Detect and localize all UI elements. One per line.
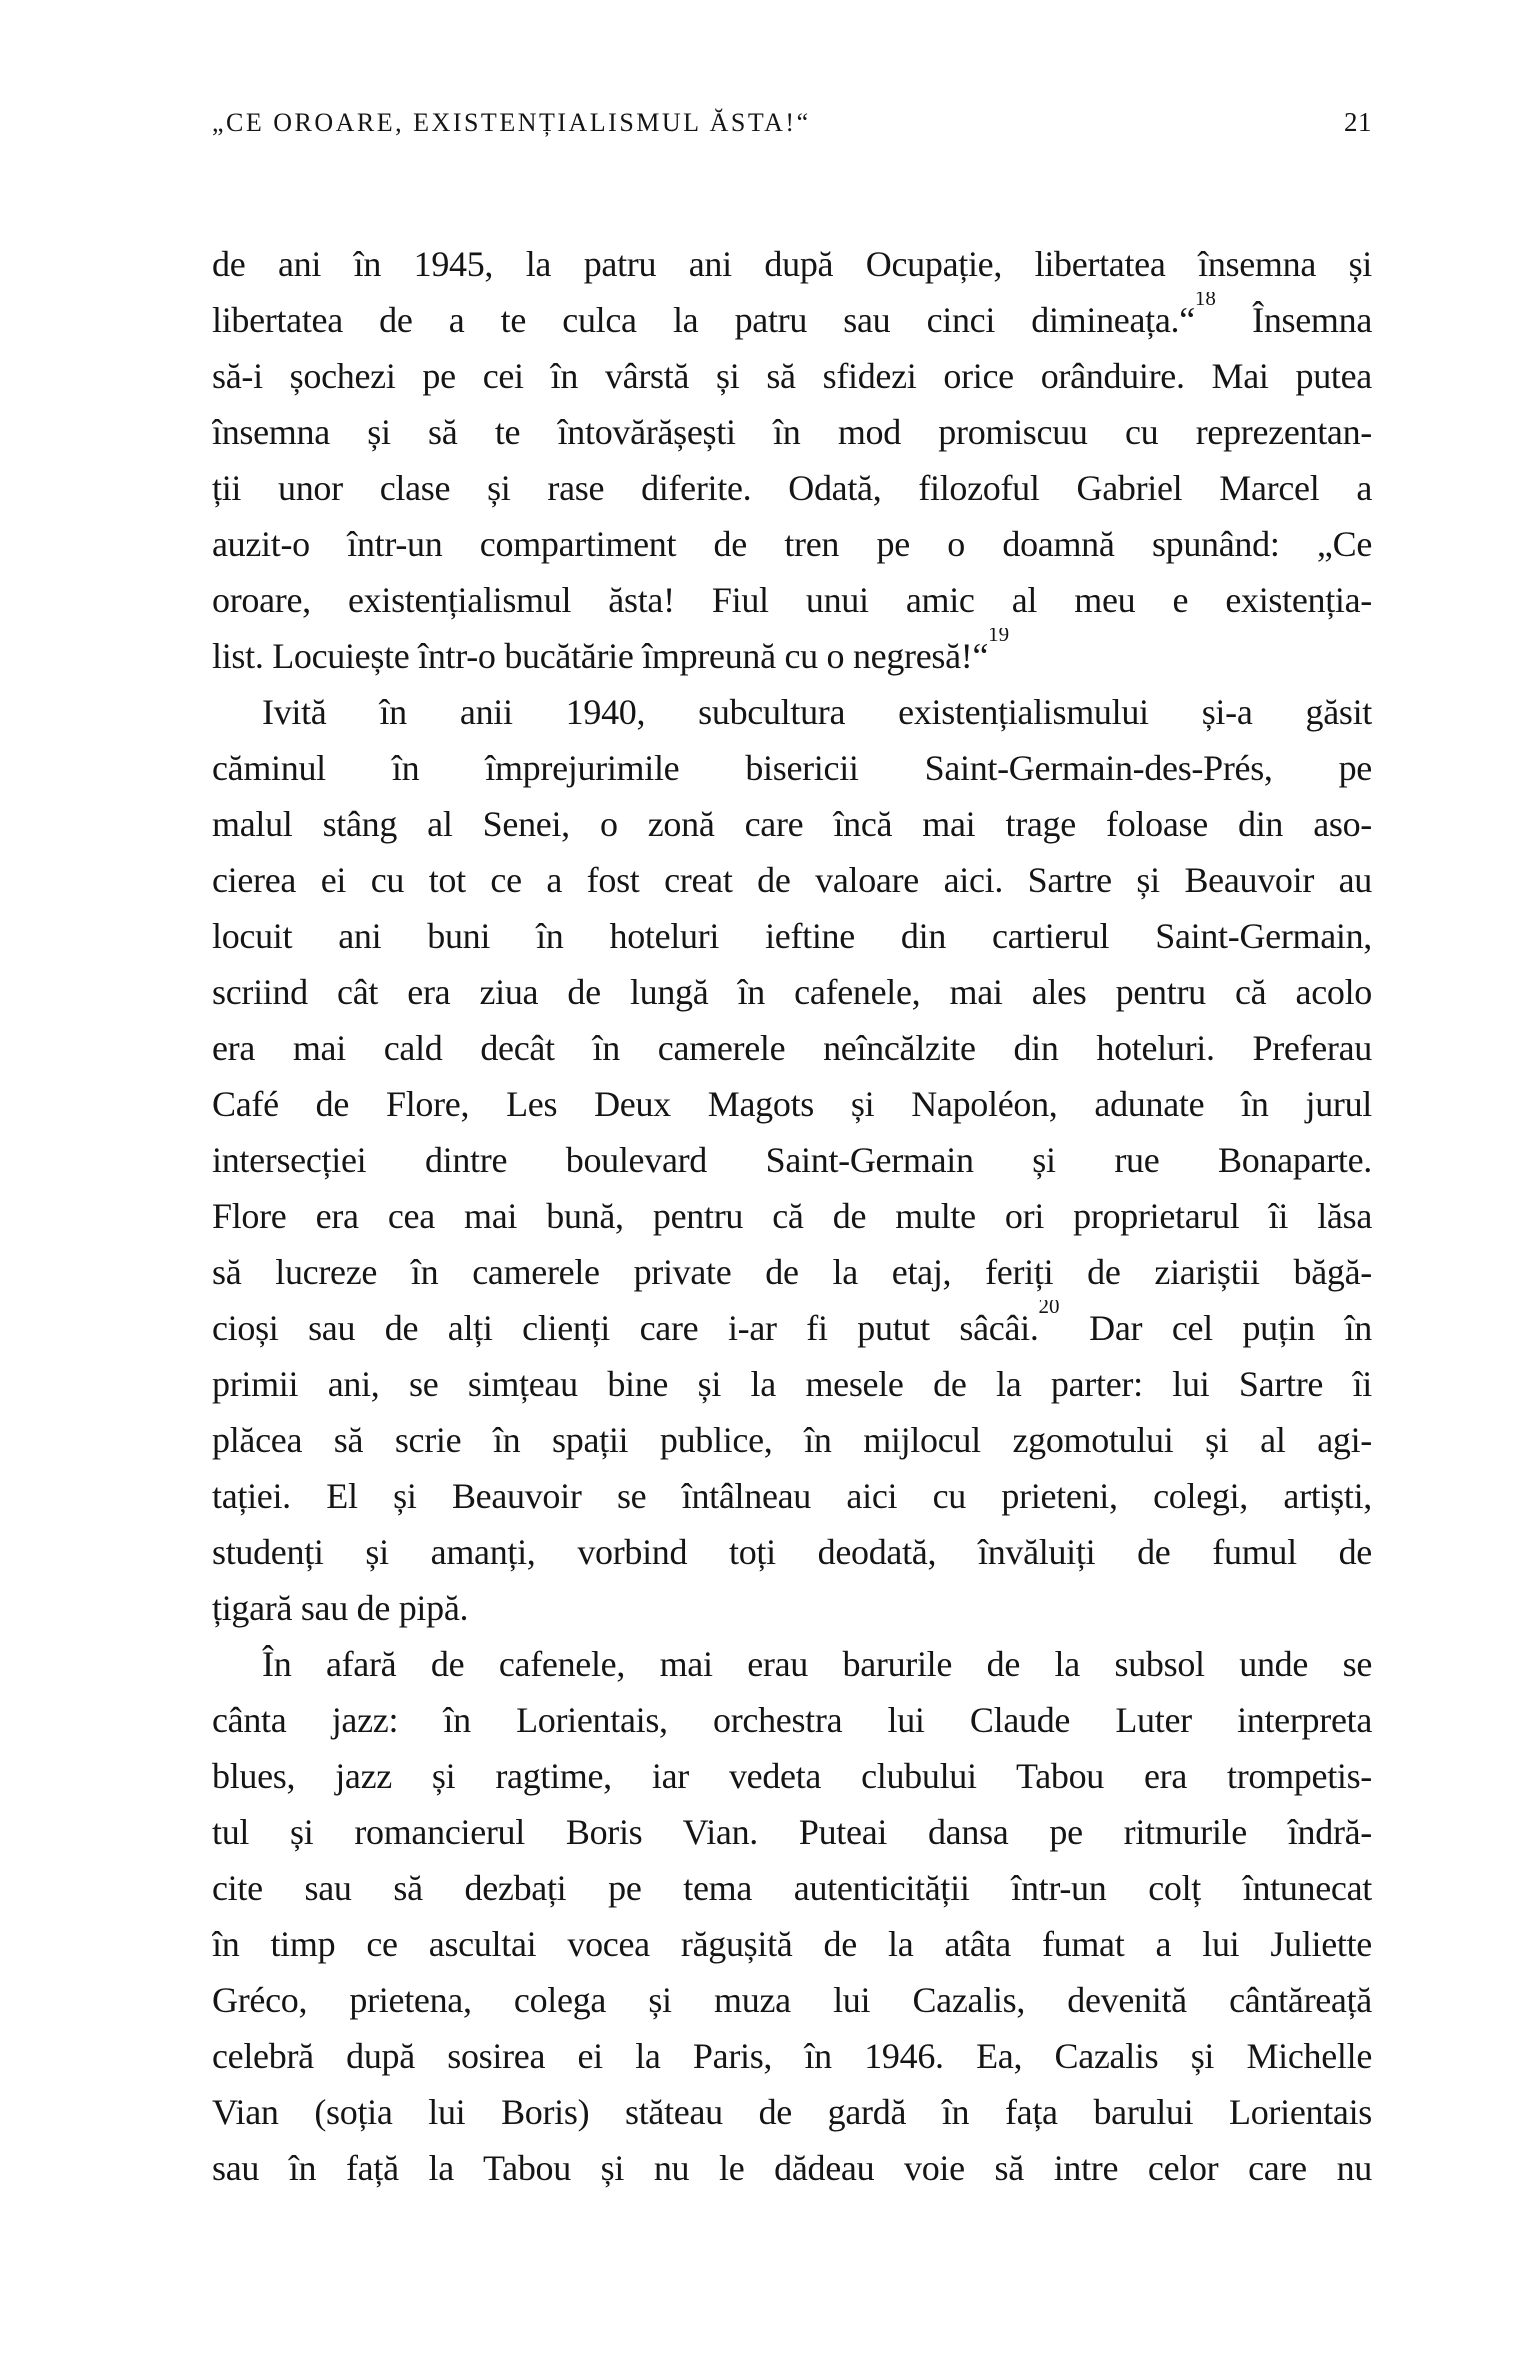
running-header-title: „CE OROARE, EXISTENȚIALISMUL ĂSTA!“: [212, 108, 811, 137]
text-line: însemna și să te întovărășești în mod promiscuu cu reprezentan-: [212, 412, 1372, 452]
running-header: [212, 108, 1372, 138]
text-line: blues, jazz și ragtime, iar vedeta clubului Tabou era trompetis-: [212, 1756, 1372, 1796]
text-line: Café de Flore, Les Deux Magots și Napoléon, adunate în jurul: [212, 1084, 1372, 1124]
text-line: sau în față la Tabou și nu le dădeau voie să intre celor care nu: [212, 2148, 1372, 2188]
text-line: oroare, existențialismul ăsta! Fiul unui amic al meu e existenția-: [212, 580, 1372, 620]
text-line: căminul în împrejurimile bisericii Saint-Germain-des-Prés, pe: [212, 748, 1372, 788]
text-line: cânta jazz: în Lorientais, orchestra lui Claude Luter interpreta: [212, 1700, 1372, 1740]
text-line: auzit-o într-un compartiment de tren pe o doamnă spunând: „Ce: [212, 524, 1372, 564]
text-line: era mai cald decât în camerele neîncălzite din hoteluri. Preferau: [212, 1028, 1372, 1068]
text-line: primii ani, se simțeau bine și la mesele de la parter: lui Sartre îi: [212, 1364, 1372, 1404]
text-line: list. Locuiește într-o bucătărie împreună cu o negresă!“$^{19}$: [212, 628, 1372, 684]
text-line: plăcea să scrie în spații publice, în mijlocul zgomotului și al agi-: [212, 1420, 1372, 1460]
footnote-reference: 19: [988, 628, 1010, 646]
text-line: Flore era cea mai bună, pentru că de multe ori proprietarul îi lăsa: [212, 1196, 1372, 1236]
text-line: să lucreze în camerele private de la etaj, feriți de ziariștii băgă-: [212, 1252, 1372, 1292]
text-line: tației. El și Beauvoir se întâlneau aici cu prieteni, colegi, artiști,: [212, 1476, 1372, 1516]
text-line: libertatea de a te culca la patru sau cinci dimineața.“$^{18}$ Însemna: [212, 292, 1372, 348]
text-block: [212, 236, 1372, 2196]
text-line: cite sau să dezbați pe tema autenticității într-un colț întunecat: [212, 1868, 1372, 1908]
text-line: ții unor clase și rase diferite. Odată, filozoful Gabriel Marcel a: [212, 468, 1372, 508]
text-line: tul și romancierul Boris Vian. Puteai dansa pe ritmurile îndră-: [212, 1812, 1372, 1852]
text-line: cierea ei cu tot ce a fost creat de valoare aici. Sartre și Beauvoir au: [212, 860, 1372, 900]
text-line: de ani în 1945, la patru ani după Ocupație, libertatea însemna și: [212, 244, 1372, 284]
page-number: 21: [1344, 107, 1372, 137]
text-line: malul stâng al Senei, o zonă care încă mai trage foloase din aso-: [212, 804, 1372, 844]
text-line: studenți și amanți, vorbind toți deodată, învăluiți de fumul de: [212, 1532, 1372, 1572]
footnote-reference: 18: [1194, 292, 1216, 310]
text-line: Vian (soția lui Boris) stăteau de gardă în fața barului Lorientais: [212, 2092, 1372, 2132]
text-line: Ivită în anii 1940, subcultura existențialismului și-a găsit: [262, 692, 1372, 732]
text-line: în timp ce ascultai vocea răgușită de la atâta fumat a lui Juliette: [212, 1924, 1372, 1964]
text-line: scriind cât era ziua de lungă în cafenele, mai ales pentru că acolo: [212, 972, 1372, 1012]
text-line: celebră după sosirea ei la Paris, în 1946. Ea, Cazalis și Michelle: [212, 2036, 1372, 2076]
footnote-reference: 20: [1038, 1300, 1060, 1318]
text-line: locuit ani buni în hoteluri ieftine din cartierul Saint-Germain,: [212, 916, 1372, 956]
text-line: cioși sau de alți clienți care i-ar fi putut sâcâi.$^{20}$ Dar cel puțin în: [212, 1300, 1372, 1356]
text-line: intersecției dintre boulevard Saint-Germain și rue Bonaparte.: [212, 1140, 1372, 1180]
text-line: În afară de cafenele, mai erau barurile de la subsol unde se: [262, 1644, 1372, 1684]
text-line: Gréco, prietena, colega și muza lui Cazalis, devenită cântăreață: [212, 1980, 1372, 2020]
text-line: să-i șochezi pe cei în vârstă și să sfidezi orice orânduire. Mai putea: [212, 356, 1372, 396]
text-line: țigară sau de pipă.: [212, 1588, 469, 1628]
